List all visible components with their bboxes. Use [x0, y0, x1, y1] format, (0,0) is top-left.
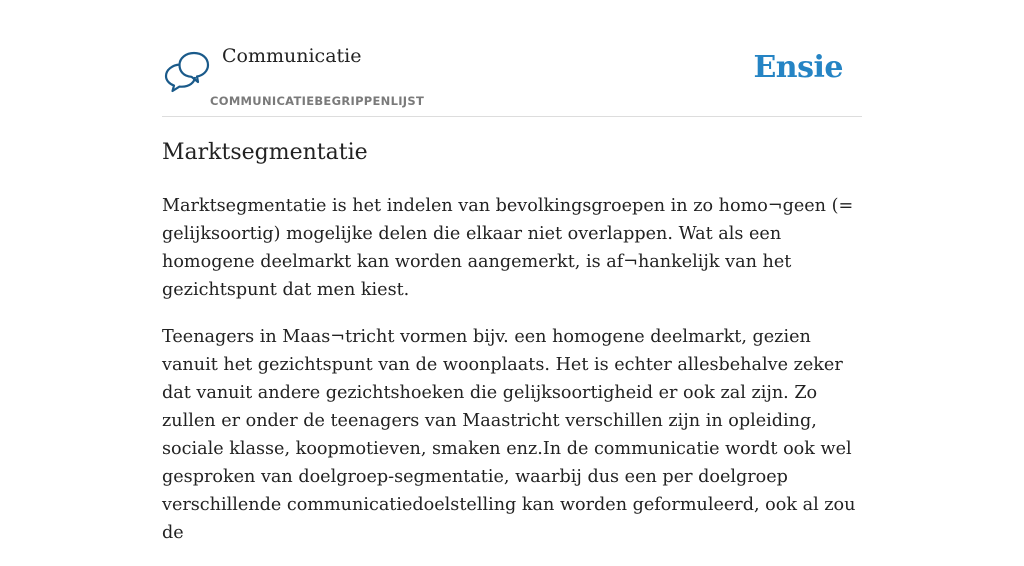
speech-bubbles-icon: [164, 50, 210, 94]
header: [162, 0, 862, 117]
content-container: [162, 0, 862, 543]
article-paragraph: Marktsegmentatie is het indelen van bevolkingsgroepen in zo homo¬geen (= gelijksoortig) mogelijke delen die elkaar niet overlappen. Wat als een homogene deelmarkt kan worden aangemerkt, is af¬hankelijk van het gezichtspunt dat men kiest.: [162, 196, 854, 300]
article-title: Marktsegmentatie: [162, 140, 368, 165]
category-subtitle[interactable]: COMMUNICATIEBEGRIPPENLIJST: [210, 94, 425, 108]
category-title[interactable]: Communicatie: [222, 45, 362, 67]
brand-logo[interactable]: Ensie: [753, 50, 843, 85]
article-body: [162, 192, 866, 566]
article-paragraph: Teenagers in Maas¬tricht vormen bijv. een homogene deelmarkt, gezien vanuit het gezichtspunt van de woonplaats. Het is echter allesbehalve zeker dat vanuit andere gezichtshoeken die gelijksoortigheid er ook zal zijn. Zo zullen er onder de teenagers van Maastricht verschillen zijn in opleiding, sociale klasse, koopmotieven, smaken enz.In de communicatie wordt ook wel gesproken van doelgroep-segmentatie, waarbij dus een per doelgroep verschillende communicatiedoelstelling kan worden geformuleerd, ook al zou de: [162, 327, 856, 543]
